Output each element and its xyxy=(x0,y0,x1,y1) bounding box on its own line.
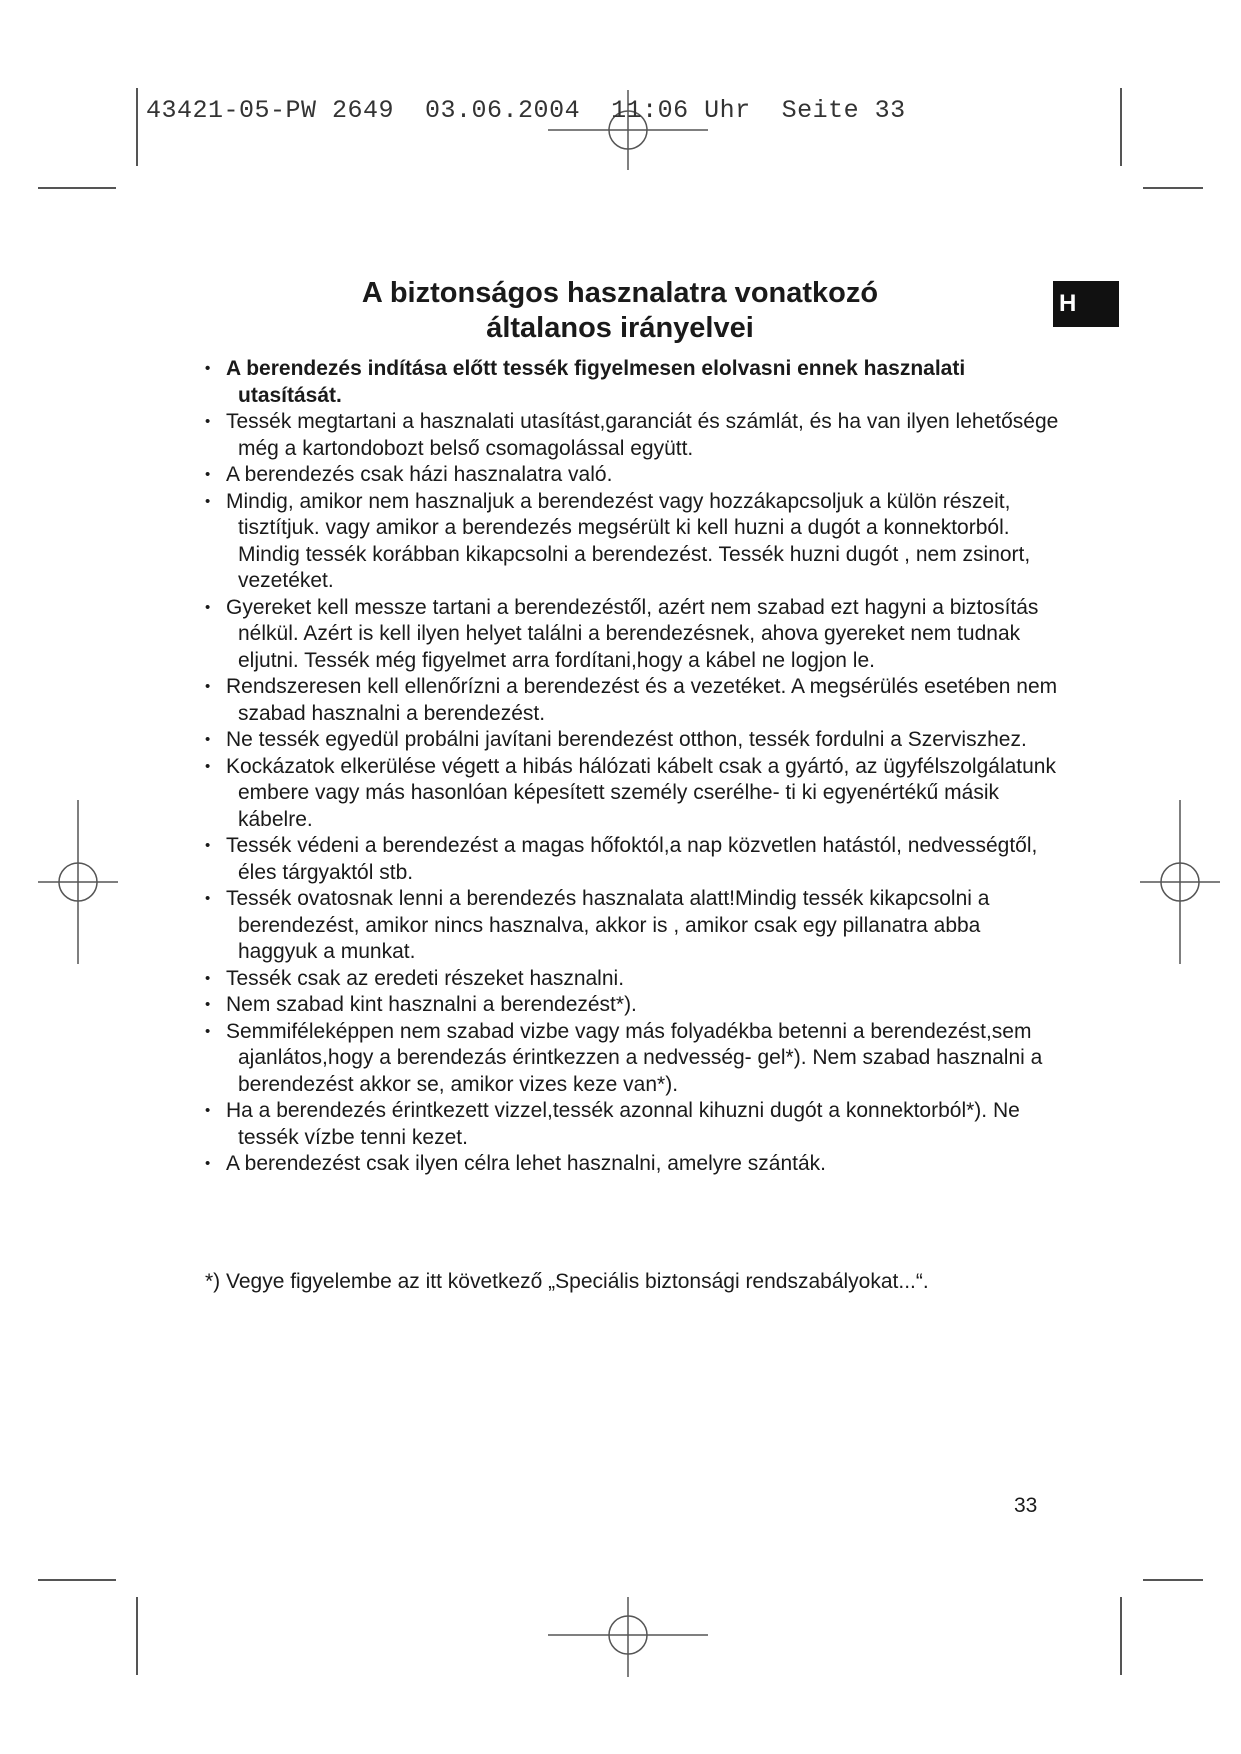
crop-mark-top-right-vertical xyxy=(1120,88,1122,166)
list-item: • Rendszeresen kell ellenőrízni a berendezést és a vezetéket. A megsérülés esetében nem szabad hasznalni a berendezést. xyxy=(217,674,1060,727)
list-item: • A berendezés indítása előtt tessék figyelmesen elolvasni ennek hasznalati utasítását. xyxy=(217,356,1060,409)
list-item: • Tessék megtartani a hasznalati utasítást,garanciát és számlát, és ha van ilyen lehetősége még a kartondobozt belső csomagolással együtt. xyxy=(217,409,1060,462)
list-item: • Kockázatok elkerülése végett a hibás hálózati kábelt csak a gyártó, az ügyfélszolgálatunk embere vagy más hasonlóan képesített személy cserélhe- ti ki egyenértékű másik kábelre. xyxy=(217,754,1060,834)
safety-rules-list xyxy=(205,356,1060,1178)
registration-mark-left xyxy=(38,800,118,964)
registration-mark-bottom xyxy=(548,1597,708,1677)
list-item: • Nem szabad kint hasznalni a berendezést*). xyxy=(217,992,1060,1019)
language-tab: H xyxy=(1053,281,1119,327)
crop-mark-bottom-left-horizontal xyxy=(38,1579,116,1581)
footnote: *) Vegye figyelembe az itt következő „Speciális biztonsági rendszabályokat...“. xyxy=(205,1270,929,1293)
title-line-1: A biztonságos hasznalatra vonatkozó xyxy=(361,277,879,309)
print-header: 43421-05-PW 2649 03.06.2004 11:06 Uhr Seite 33 xyxy=(146,96,906,125)
list-item: • Gyereket kell messze tartani a berendezéstől, azért nem szabad ezt hagyni a biztosítás nélkül. Azért is kell ilyen helyet találni a berendezésnek, ahova gyereket nem tudnak eljutni. Tessék még figyelmet arra fordítani,hogy a kábel ne logjon le. xyxy=(217,595,1060,675)
crop-mark-bottom-left-vertical xyxy=(136,1597,138,1675)
page-number: 33 xyxy=(1014,1494,1038,1517)
crop-mark-bottom-right-horizontal xyxy=(1143,1579,1203,1581)
page-title xyxy=(260,276,980,346)
crop-mark-bottom-right-vertical xyxy=(1120,1597,1122,1675)
list-item: • Tessék védeni a berendezést a magas hőfoktól,a nap közvetlen hatástól, nedvességtől, éles tárgyaktól stb. xyxy=(217,833,1060,886)
list-item: • Ha a berendezés érintkezett vizzel,tessék azonnal kihuzni dugót a konnektorból*). Ne tessék vízbe tenni kezet. xyxy=(217,1098,1060,1151)
title-line-2: általanos irányelvei xyxy=(486,312,754,344)
list-item: • Semmiféleképpen nem szabad vizbe vagy más folyadékba betenni a berendezést,sem ajanlátos,hogy a berendezás érintkezzen a nedvesség- gel*). Nem szabad hasznalni a berendezést akkor se, amikor vizes keze van*). xyxy=(217,1019,1060,1099)
crop-mark-top-left-horizontal xyxy=(38,187,116,189)
crop-mark-top-right-horizontal xyxy=(1143,187,1203,189)
list-item: • A berendezést csak ilyen célra lehet hasznalni, amelyre szánták. xyxy=(217,1151,1060,1178)
list-item: • Ne tessék egyedül probálni javítani berendezést otthon, tessék fordulni a Szerviszhez. xyxy=(217,727,1060,754)
list-item: • Mindig, amikor nem hasznaljuk a berendezést vagy hozzákapcsoljuk a külön részeit, tisztítjuk. vagy amikor a berendezés megsérült ki kell huzni a dugót a konnektorból. Mindig tessék korábban kikapcsolni a berendezést. Tessék huzni dugót , nem zsinort, vezetéket. xyxy=(217,489,1060,595)
list-item: • Tessék ovatosnak lenni a berendezés hasznalata alatt!Mindig tessék kikapcsolni a berendezést, amikor nincs hasznalva, akkor is , amikor csak egy pillanatra abba haggyuk a munkat. xyxy=(217,886,1060,966)
list-item: • A berendezés csak házi hasznalatra való. xyxy=(217,462,1060,489)
registration-mark-right xyxy=(1140,800,1220,964)
list-item: • Tessék csak az eredeti részeket hasznalni. xyxy=(217,966,1060,993)
crop-mark-top-left-vertical xyxy=(136,88,138,166)
